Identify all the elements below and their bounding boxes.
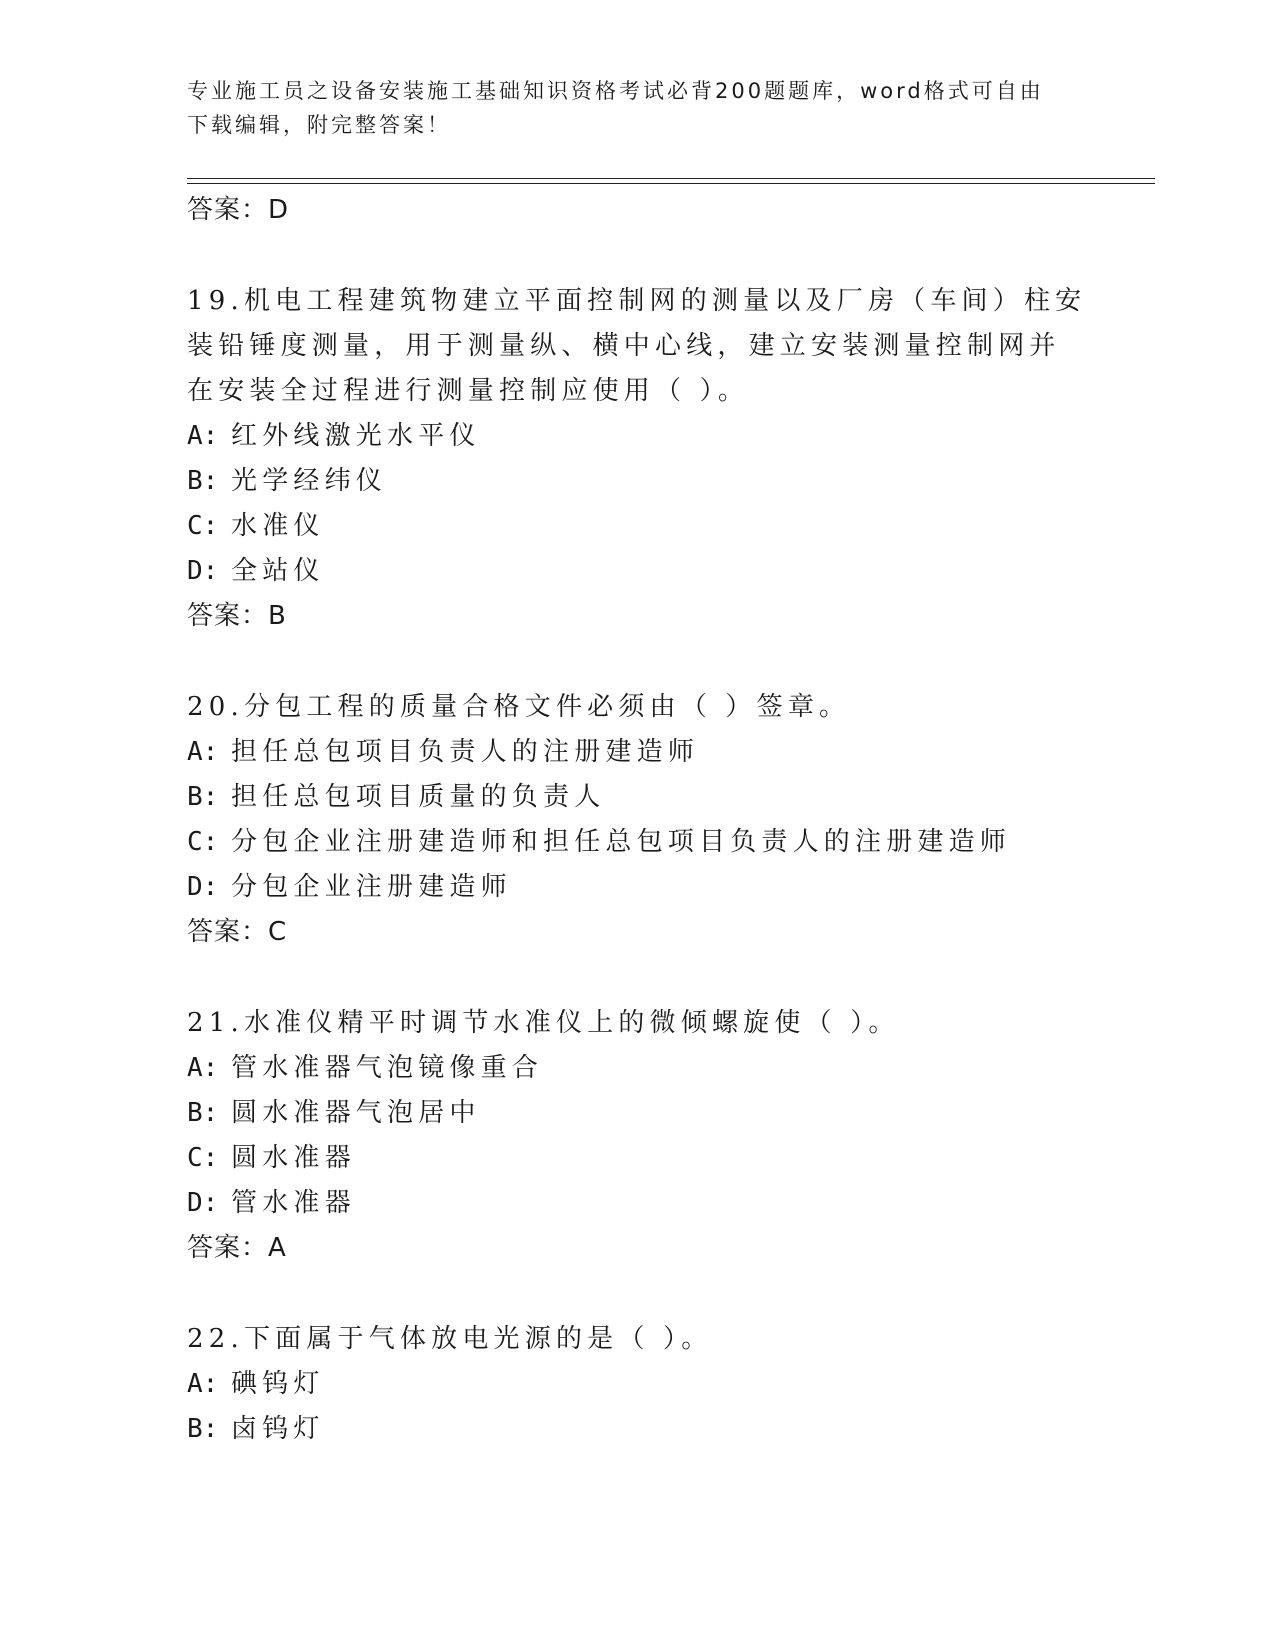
question-stem: 19.机电工程建筑物建立平面控制网的测量以及厂房（车间）柱安装铅锤度测量，用于测量纵、横中心线，建立安装测量控制网并在安装全过程进行测量控制应使用（ ）。 [187,286,1087,406]
option-text: 碘钨灯 [231,1369,325,1399]
option-text: 分包企业注册建造师和担任总包项目负责人的注册建造师 [231,827,1012,857]
option-letter: A: [187,1369,219,1399]
question-22 [187,1317,1147,1452]
option-letter: D: [187,556,219,586]
option-a [187,1362,1147,1407]
question-20 [187,685,1147,955]
previous-answer: 答案：D [187,195,290,225]
option-c [187,1136,1147,1181]
option-letter: C: [187,827,219,857]
header-line-1: 专业施工员之设备安装施工基础知识资格考试必背200题题库，word格式可自由 [187,79,1044,103]
header-divider-top [187,178,1155,179]
header-divider-bottom [187,183,1155,184]
option-letter: D: [187,1188,219,1218]
document-header [187,74,1067,142]
option-letter: C: [187,1143,219,1173]
option-letter: B: [187,782,219,812]
option-letter: B: [187,1414,219,1444]
option-letter: B: [187,1098,219,1128]
answer-label: 答案：A [187,1233,287,1263]
option-letter: D: [187,872,219,902]
option-text: 圆水准器 [231,1143,356,1173]
option-letter: A: [187,737,219,767]
option-d [187,549,1147,594]
option-letter: A: [187,1053,219,1083]
option-c [187,820,1147,865]
option-text: 光学经纬仪 [231,466,388,496]
option-letter: A: [187,421,219,451]
option-b [187,1091,1147,1136]
option-text: 担任总包项目质量的负责人 [231,782,606,812]
question-21 [187,1001,1147,1271]
option-a [187,414,1147,459]
option-c [187,504,1147,549]
option-d [187,1181,1147,1226]
option-text: 担任总包项目负责人的注册建造师 [231,737,700,767]
question-stem: 21.水准仪精平时调节水准仪上的微倾螺旋使（ ）。 [187,1008,900,1038]
option-letter: B: [187,466,219,496]
option-text: 水准仪 [231,511,325,541]
option-text: 全站仪 [231,556,325,586]
option-text: 红外线激光水平仪 [231,421,481,451]
option-text: 管水准器 [231,1188,356,1218]
option-a [187,730,1147,775]
question-19 [187,279,1147,639]
answer-label: 答案：C [187,917,288,947]
option-b [187,1407,1147,1452]
header-line-2: 下载编辑，附完整答案！ [187,113,451,137]
option-text: 管水准器气泡镜像重合 [231,1053,544,1083]
option-a [187,1046,1147,1091]
question-stem: 22.下面属于气体放电光源的是（ ）。 [187,1324,713,1354]
option-text: 分包企业注册建造师 [231,872,512,902]
option-text: 卤钨灯 [231,1414,325,1444]
question-list [187,188,1147,1452]
option-letter: C: [187,511,219,541]
option-b [187,459,1147,504]
option-d [187,865,1147,910]
answer-label: 答案：B [187,601,287,631]
question-stem: 20.分包工程的质量合格文件必须由（ ）签章。 [187,692,851,722]
option-b [187,775,1147,820]
option-text: 圆水准器气泡居中 [231,1098,481,1128]
